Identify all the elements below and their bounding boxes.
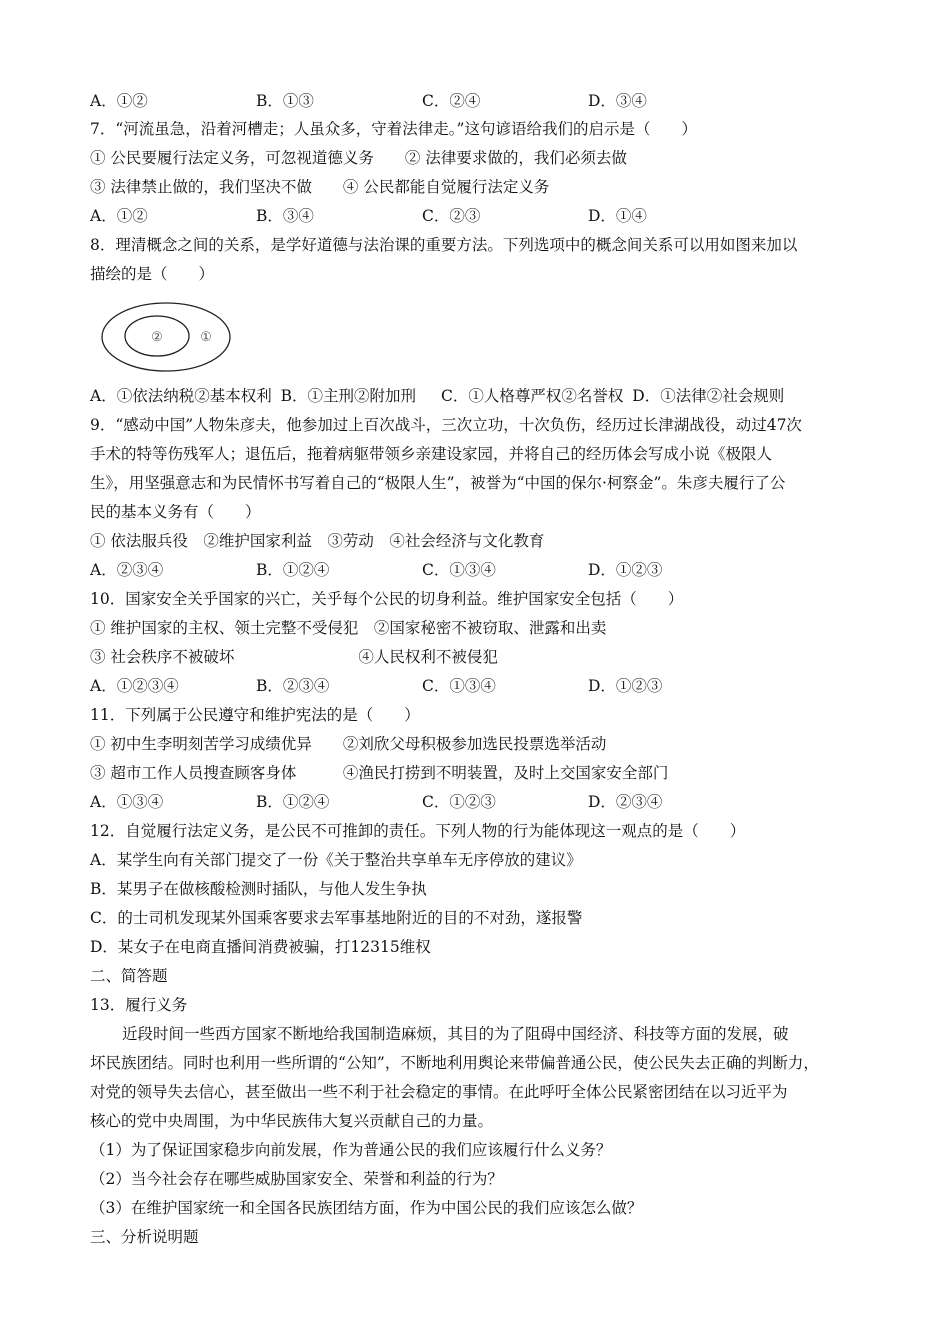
nested-ellipse-diagram bbox=[100, 300, 234, 374]
q8-stem: 8．理清概念之间的关系，是学好道德与法治课的重要方法。下列选项中的概念间关系可以用如图来加以 bbox=[90, 236, 798, 254]
q6-option-b: B．①③ bbox=[256, 92, 314, 110]
outer-ellipse-label: ① bbox=[200, 330, 212, 345]
q8-option-b: B．①主刑②附加刑 bbox=[280, 387, 417, 405]
q7-option-a: A．①② bbox=[90, 207, 148, 225]
q8-stem: 描绘的是（ ） bbox=[90, 265, 215, 283]
q7-options bbox=[90, 205, 870, 227]
q9-option-a: A．②③④ bbox=[90, 561, 164, 579]
q10-option-a: A．①②③④ bbox=[90, 677, 179, 695]
q13-passage: 对党的领导失去信心，甚至做出一些不利于社会稳定的事情。在此呼吁全体公民紧密团结在以习近平为 bbox=[90, 1083, 788, 1101]
q11-option-c: C．①②③ bbox=[422, 793, 496, 811]
q10-statement: ③ 社会秩序不被破坏 ④人民权利不被侵犯 bbox=[90, 648, 498, 666]
q7-statement: ① 公民要履行法定义务，可忽视道德义务 ② 法律要求做的，我们必须去做 bbox=[90, 149, 627, 167]
q9-stem: 手术的特等伤残军人；退伍后，拖着病躯带领乡亲建设家园，并将自己的经历体会写成小说《极限人 bbox=[90, 445, 773, 463]
q7-option-d: D．①④ bbox=[588, 207, 647, 225]
q11-option-a: A．①③④ bbox=[90, 793, 164, 811]
q10-options bbox=[90, 675, 870, 697]
q9-statement: ① 依法服兵役 ②维护国家利益 ③劳动 ④社会经济与文化教育 bbox=[90, 532, 545, 550]
q8-option-c: C．①人格尊严权②名誉权 bbox=[440, 387, 624, 405]
q13-sub-question: （1）为了保证国家稳步向前发展，作为普通公民的我们应该履行什么义务？ bbox=[90, 1141, 612, 1159]
q7-statement: ③ 法律禁止做的，我们坚决不做 ④ 公民都能自觉履行法定义务 bbox=[90, 178, 550, 196]
section-heading: 二、简答题 bbox=[90, 967, 168, 985]
q10-stem: 10．国家安全关乎国家的兴亡，关乎每个公民的切身利益。维护国家安全包括（ ） bbox=[90, 590, 684, 608]
section-heading: 三、分析说明题 bbox=[90, 1228, 199, 1246]
q11-statement: ① 初中生李明刻苦学习成绩优异 ②刘欣父母积极参加选民投票选举活动 bbox=[90, 735, 607, 753]
q10-option-d: D．①②③ bbox=[588, 677, 663, 695]
q11-stem: 11．下列属于公民遵守和维护宪法的是（ ） bbox=[90, 706, 420, 724]
q10-option-c: C．①③④ bbox=[422, 677, 496, 695]
q9-stem: 9．“感动中国”人物朱彦夫，他参加过上百次战斗，三次立功，十次负伤，经历过长津湖战役，动过47次 bbox=[90, 416, 802, 434]
q10-statement: ① 维护国家的主权、领土完整不受侵犯 ②国家秘密不被窃取、泄露和出卖 bbox=[90, 619, 607, 637]
q12-choice-a: A．某学生向有关部门提交了一份《关于整治共享单车无序停放的建议》 bbox=[90, 851, 582, 869]
q12-stem: 12．自觉履行法定义务，是公民不可推卸的责任。下列人物的行为能体现这一观点的是（ ） bbox=[90, 822, 746, 840]
q11-option-b: B．①②④ bbox=[256, 793, 330, 811]
q10-option-b: B．②③④ bbox=[256, 677, 330, 695]
q9-option-b: B．①②④ bbox=[256, 561, 330, 579]
q9-option-d: D．①②③ bbox=[588, 561, 663, 579]
q6-option-d: D．③④ bbox=[588, 92, 647, 110]
q13-passage: 坏民族团结。同时也利用一些所谓的“公知”，不断地利用舆论来带偏普通公民，使公民失去正确的判断力， bbox=[90, 1054, 819, 1072]
q9-options bbox=[90, 559, 870, 581]
q6-option-a: A．①② bbox=[90, 92, 148, 110]
q6-options bbox=[90, 90, 870, 112]
q7-stem: 7．“河流虽急，沿着河槽走；人虽众多，守着法律走。”这句谚语给我们的启示是（ ） bbox=[90, 120, 697, 138]
inner-ellipse-label: ② bbox=[151, 330, 163, 345]
q9-stem: 民的基本义务有（ ） bbox=[90, 503, 261, 521]
q13-title: 13．履行义务 bbox=[90, 996, 188, 1014]
q11-options bbox=[90, 791, 870, 813]
q13-sub-question: （2）当今社会存在哪些威胁国家安全、荣誉和利益的行为？ bbox=[90, 1170, 503, 1188]
q6-option-c: C．②④ bbox=[422, 92, 481, 110]
q7-option-c: C．②③ bbox=[422, 207, 481, 225]
q8-option-a: A．①依法纳税②基本权利 bbox=[90, 387, 272, 405]
q8-option-d: D．①法律②社会规则 bbox=[632, 387, 785, 405]
q12-choice-c: C．的士司机发现某外国乘客要求去军事基地附近的目的不对劲，遂报警 bbox=[90, 909, 583, 927]
q11-option-d: D．②③④ bbox=[588, 793, 663, 811]
q13-passage: 核心的党中央周围，为中华民族伟大复兴贡献自己的力量。 bbox=[90, 1112, 494, 1130]
q13-passage: 近段时间一些西方国家不断地给我国制造麻烦，其目的为了阻碍中国经济、科技等方面的发展，破 bbox=[122, 1025, 789, 1043]
q7-option-b: B．③④ bbox=[256, 207, 314, 225]
q9-stem: 生》，用坚强意志和为民情怀书写着自己的“极限人生”，被誉为“中国的保尔·柯察金”。朱彦夫履行了公 bbox=[90, 474, 786, 492]
q9-option-c: C．①③④ bbox=[422, 561, 496, 579]
q11-statement: ③ 超市工作人员搜查顾客身体 ④渔民打捞到不明装置，及时上交国家安全部门 bbox=[90, 764, 669, 782]
q12-choice-b: B．某男子在做核酸检测时插队，与他人发生争执 bbox=[90, 880, 427, 898]
q8-options bbox=[90, 385, 870, 407]
q12-choice-d: D．某女子在电商直播间消费被骗，打12315维权 bbox=[90, 938, 431, 956]
q13-sub-question: （3）在维护国家统一和全国各民族团结方面，作为中国公民的我们应该怎么做？ bbox=[90, 1199, 643, 1217]
